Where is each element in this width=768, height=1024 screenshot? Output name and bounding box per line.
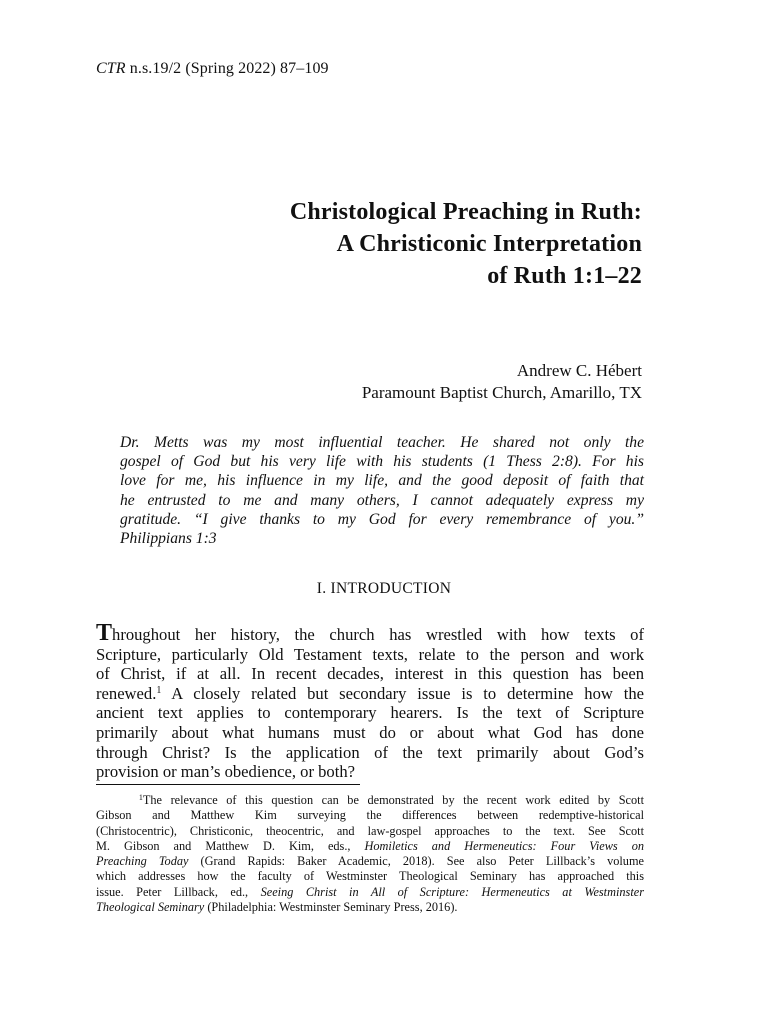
footnote-line: (Christocentric), Christiconic, theocentric, and law-gospel approaches to the text. See Scott: [96, 823, 644, 838]
dedication: [120, 433, 644, 548]
article-title: [290, 196, 642, 292]
section-heading: I. INTRODUCTION: [316, 580, 452, 597]
dedication-line: gratitude. “I give thanks to my God for every remembrance of you.”: [120, 510, 644, 528]
body-line: primarily about what humans must do or about what God has done: [96, 722, 644, 742]
body-line-text: A closely related but secondary issue is to determine how the: [161, 683, 644, 703]
dedication-line: Philippians 1:3: [120, 530, 217, 548]
body-line: provision or man’s obedience, or both?: [96, 762, 355, 782]
footnote-text: (Grand Rapids: Baker Academic, 2018). See also Peter Lillback’s volume: [188, 854, 644, 869]
body-line: [96, 620, 644, 646]
body-line: through Christ? Is the application of the text primarily about God’s: [96, 742, 644, 762]
footnote-line: [96, 839, 644, 854]
footnote-line: [96, 885, 644, 900]
footnote-text: issue. Peter Lillback, ed.,: [96, 884, 261, 899]
body-line-text: renewed.: [96, 683, 157, 703]
footnote-line: Gibson and Matthew Kim surveying the differences between redemptive-historical: [96, 808, 644, 823]
dedication-line: Dr. Metts was my most influential teacher. He shared not only the: [120, 434, 644, 451]
author-block: [362, 360, 642, 404]
body-paragraph: [96, 620, 644, 782]
dedication-line: he entrusted to me and many others, I cannot adequately express my: [120, 491, 644, 509]
journal-abbreviation: CTR: [96, 60, 126, 77]
footnote-text: M. Gibson and Matthew D. Kim, eds.,: [96, 838, 365, 853]
author-affiliation: Paramount Baptist Church, Amarillo, TX: [361, 383, 642, 402]
footnote-line: [96, 900, 644, 915]
issue-pages: n.s.19/2 (Spring 2022) 87–109: [125, 60, 329, 77]
dedication-line: gospel of God but his very life with his students (1 Thess 2:8). For his: [120, 453, 644, 471]
footnote-marker: 1: [138, 793, 143, 802]
footnote-book-title: Theological Seminary: [96, 900, 205, 915]
body-line: ancient text applies to contemporary hearers. Is the text of Scripture: [96, 703, 644, 723]
footnote-book-title: Homiletics and Hermeneutics: Four Views on: [364, 838, 645, 853]
footnote-reference[interactable]: 1: [156, 684, 162, 696]
footnote-line: which addresses how the faculty of Westminster Theological Seminary has approached this: [96, 869, 644, 884]
footnote: [96, 793, 644, 915]
journal-citation: [96, 60, 329, 78]
footnote-text: (Philadelphia: Westminster Seminary Press, 2016).: [204, 900, 458, 915]
author-name: Andrew C. Hébert: [516, 361, 642, 380]
footnote-divider: [96, 784, 360, 785]
body-line: of Christ, if at all. In recent decades, interest in this question has been: [96, 664, 644, 684]
title-line-3: of Ruth 1:1–22: [487, 263, 642, 289]
body-line-text: hroughout her history, the church has wrestled with how texts of: [112, 625, 644, 644]
footnote-text: The relevance of this question can be demonstrated by the recent work edited by Scott: [142, 793, 645, 807]
title-line-2: A Christiconic Interpretation: [336, 231, 642, 257]
title-line-1: Christological Preaching in Ruth:: [289, 199, 642, 225]
footnote-book-title: Seeing Christ in All of Scripture: Hermeneutics at Westminster: [260, 884, 644, 899]
drop-cap: T: [96, 620, 113, 646]
dedication-line: love for me, his influence in my life, and the good deposit of faith that: [120, 472, 644, 490]
footnote-line: [96, 854, 644, 869]
body-line: [96, 684, 644, 704]
footnote-book-title: Preaching Today: [96, 854, 189, 869]
footnote-line: [96, 793, 644, 808]
body-line: Scripture, particularly Old Testament texts, relate to the person and work: [96, 644, 644, 664]
